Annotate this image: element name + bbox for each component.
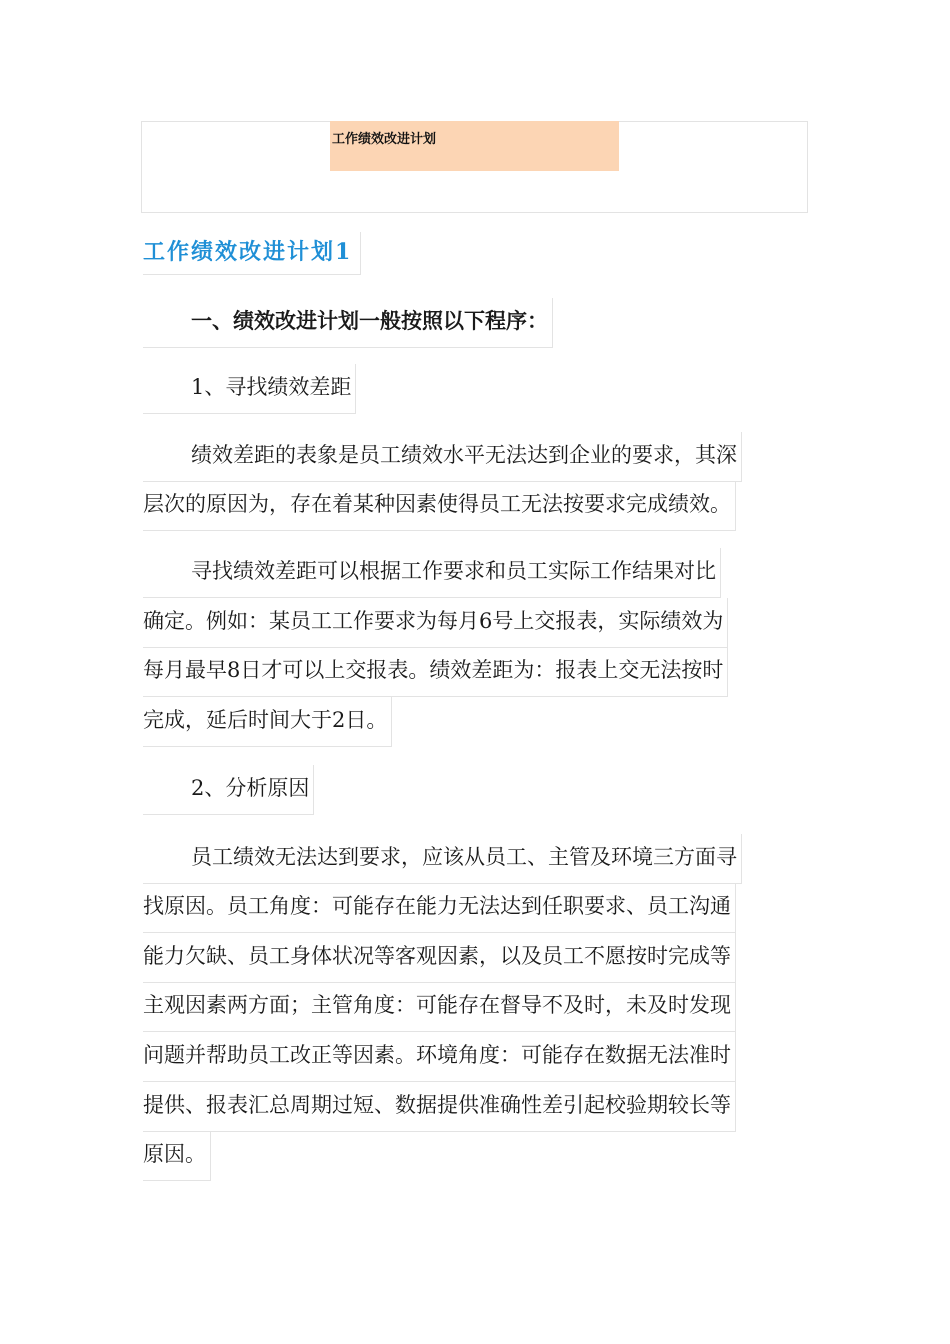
paragraph-line: 找原因。员工角度：可能存在能力无法达到任职要求、员工沟通 [143, 883, 736, 933]
paragraph-line: 提供、报表汇总周期过短、数据提供准确性差引起校验期较长等 [143, 1082, 736, 1132]
paragraph-line: 原因。 [143, 1131, 211, 1181]
paragraph-line: 员工绩效无法达到要求，应该从员工、主管及环境三方面寻 [143, 834, 742, 884]
paragraph-line: 主观因素两方面；主管角度：可能存在督导不及时，未及时发现 [143, 982, 736, 1032]
paragraph-line: 绩效差距的表象是员工绩效水平无法达到企业的要求，其深 [143, 432, 742, 482]
paragraph-line: 问题并帮助员工改正等因素。环境角度：可能存在数据无法准时 [143, 1032, 736, 1082]
paragraph-line: 每月最早8日才可以上交报表。绩效差距为：报表上交无法按时 [143, 647, 728, 697]
section-heading: 一、绩效改进计划一般按照以下程序： [143, 298, 553, 348]
paragraph-line: 层次的原因为，存在着某种因素使得员工无法按要求完成绩效。 [143, 481, 736, 531]
paragraph-line: 确定。例如：某员工工作要求为每月6号上交报表，实际绩效为 [143, 598, 728, 648]
subsection-heading: 2、分析原因 [143, 765, 314, 815]
paragraph-line: 完成，延后时间大于2日。 [143, 697, 392, 747]
paragraph-line: 能力欠缺、员工身体状况等客观因素，以及员工不愿按时完成等 [143, 933, 736, 983]
subsection-heading: 1、寻找绩效差距 [143, 364, 356, 414]
paragraph-line: 寻找绩效差距可以根据工作要求和员工实际工作结果对比 [143, 548, 721, 598]
document-title: 工作绩效改进计划1 [143, 232, 361, 275]
header-label: 工作绩效改进计划 [330, 121, 619, 171]
